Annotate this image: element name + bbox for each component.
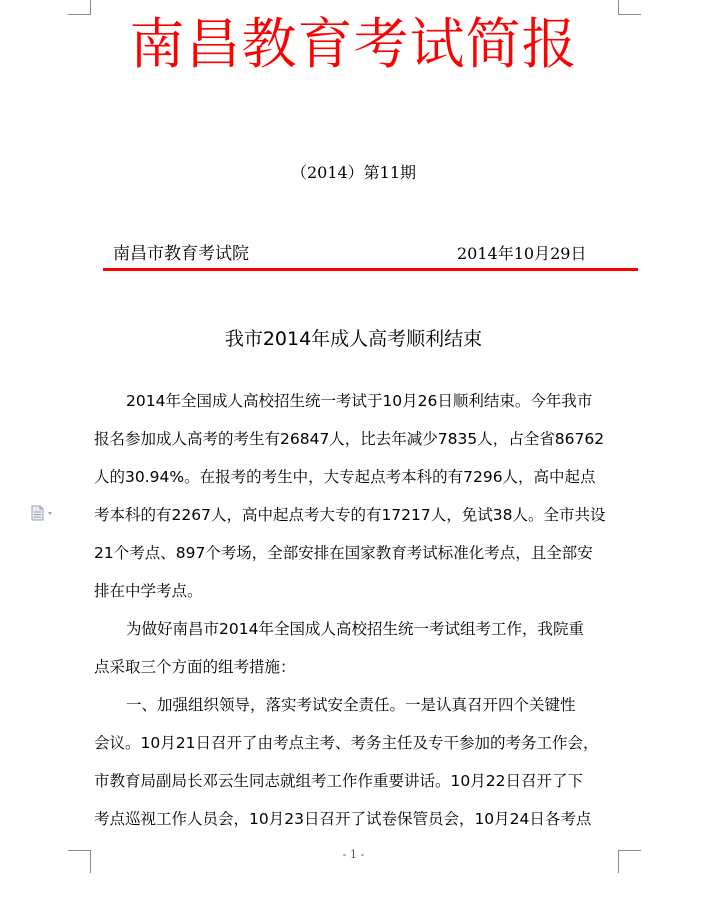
body-line: 一、加强组织领导，落实考试安全责任。一是认真召开四个关键性	[126, 696, 576, 714]
body-line: 排在中学考点。	[94, 582, 203, 600]
document-paragraph-icon[interactable]	[28, 504, 60, 522]
issue-number: （2014）第11期	[290, 163, 417, 182]
article-title: 我市2014年成人高考顺利结束	[224, 328, 483, 350]
header-divider	[103, 268, 638, 271]
body-line: 会议。10月21日召开了由考点主考、考务主任及专干参加的考务工作会，	[94, 734, 599, 752]
body-line: 点采取三个方面的组考措施：	[94, 658, 296, 676]
body-line: 报名参加成人高考的考生有26847人，比去年减少7835人，占全省86762	[94, 430, 605, 448]
body-line: 为做好南昌市2014年全国成人高校招生统一考试组考工作，我院重	[126, 620, 584, 638]
issue-date: 2014年10月29日	[457, 244, 587, 263]
body-line: 2014年全国成人高校招生统一考试于10月26日顺利结束。今年我市	[126, 392, 593, 410]
body-line: 市教育局副局长邓云生同志就组考工作作重要讲话。10月22日召开了下	[94, 772, 583, 790]
masthead-title: 南昌教育考试简报	[129, 12, 578, 76]
body-line: 人的30.94%。在报考的考生中，大专起点考本科的有7296人，高中起点	[94, 468, 596, 486]
body-line: 21个考点、897个考场，全部安排在国家教育考试标准化考点，且全部安	[94, 544, 593, 562]
page-number: - 1 -	[342, 848, 365, 861]
body-line: 考本科的有2267人，高中起点考大专的有17217人，免试38人。全市共设	[94, 506, 606, 524]
body-line: 考点巡视工作人员会，10月23日召开了试卷保管员会，10月24日各考点	[94, 810, 592, 828]
issuer-name: 南昌市教育考试院	[113, 244, 249, 264]
